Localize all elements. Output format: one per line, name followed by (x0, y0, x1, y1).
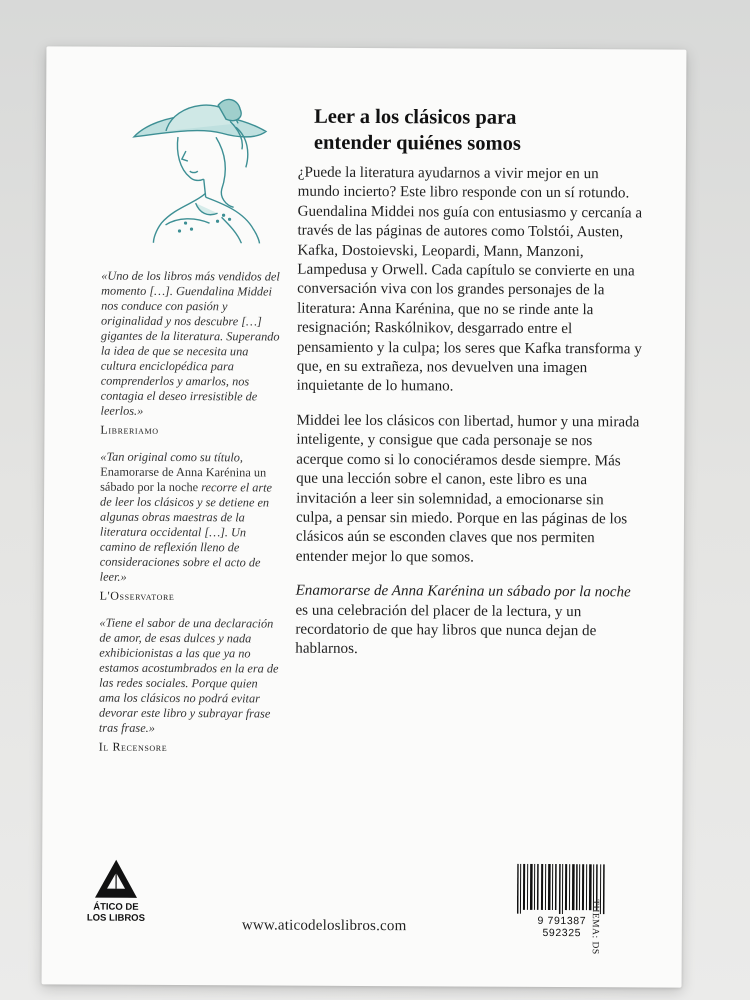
barcode-number: 9 791387 592325 (537, 914, 587, 940)
publisher-logo (82, 859, 150, 924)
quote-source: L'Osservatore (99, 588, 175, 604)
title-line: Leer a los clásicos para (314, 105, 517, 129)
triangle-logo-icon (94, 859, 138, 899)
publisher-website: www.aticodeloslibros.com (241, 917, 407, 935)
publisher-name-line: ÁTICO DE (93, 901, 139, 913)
quote-text: recorre el arte de leer los clásicos y se detiene en algunas obras maestras de la literatura occidental […]. Un camino de reflexión lleno de consideraciones sobre el acto de leer.» (99, 480, 273, 584)
publisher-name-line: LOS LIBROS (86, 912, 145, 924)
review-quote (99, 616, 280, 756)
thema-code: THEMA: DS (589, 899, 601, 955)
quote-source: Libreriamo (100, 422, 159, 437)
blurb (295, 164, 643, 677)
woman-in-hat-illustration (125, 93, 276, 244)
quote-text: «Tiene el sabor de una declaración de amor, de esas dulces y nada exhibicionistas a las que ya no estamos acostumbrados en la era de las redes sociales. Porque quien ama los clásicos no podrá evitar devorar este libro y subrayar frase tras frase.» (98, 615, 279, 735)
quote-text: «Uno de los libros más vendidos del momento […]. Guendalina Middei nos conduce con pasión y originalidad y nos descubre […] gigantes de la literatura. Superando la idea de que se necesita una cultura enciclopédica para comprenderlos y amarlos, nos contagia el deseo irresistible de leerlos.» (100, 268, 280, 418)
book-back-cover (42, 46, 687, 987)
back-cover-title (314, 104, 644, 158)
quote-text: «Tan original como su título, (100, 449, 244, 465)
title-line: entender quiénes somos (313, 131, 521, 155)
blurb-paragraph (295, 582, 640, 661)
quote-source: Il Recensore (98, 739, 168, 754)
blurb-paragraph: ¿Puede la literatura ayudarnos a vivir mejor en un mundo incierto? Este libro responde con un sí rotundo. Guendalina Middei nos guía con entusiasmo y cercanía a través de las páginas de autores como Tolstói, Austen, Kafka, Dostoievski, Leopardi, Mann, Manzoni, Lampedusa y Orwell. Cada capítulo se convierte en una conversación viva con los grandes personajes de la literatura: Anna Karénina, que no se rinde ante la resignación; Raskólnikov, desgarrado entre el pensamiento y la culpa; los seres que Kafka transforma y que, en su extrañeza, nos devuelven una imagen inquietante de lo humano. (296, 164, 643, 395)
review-quote (100, 269, 281, 439)
review-quote (100, 450, 281, 605)
blurb-text: es una celebración del placer de la lectura, y un recordatorio de que hay libros que nunca dejan de hablarnos. (295, 602, 597, 658)
book-title-italic: Enamorarse de Anna Karénina un sábado por la noche (295, 582, 631, 601)
quote-book-title: Enamorarse de Anna Karénina un sábado por la noche (100, 464, 267, 495)
blurb-paragraph: Middei lee los clásicos con libertad, humor y una mirada inteligente, y consigue que cada personaje se nos acerque como si lo conociéramos desde siempre. Más que una lección sobre el canon, este libro es una invitación a leer sin solemnidad, a emocionarse sin culpa, a pensar sin miedo. Porque en las páginas de los clásicos aún se esconden claves que nos permiten entender mejor lo que somos. (295, 412, 640, 566)
review-quotes (99, 269, 282, 768)
